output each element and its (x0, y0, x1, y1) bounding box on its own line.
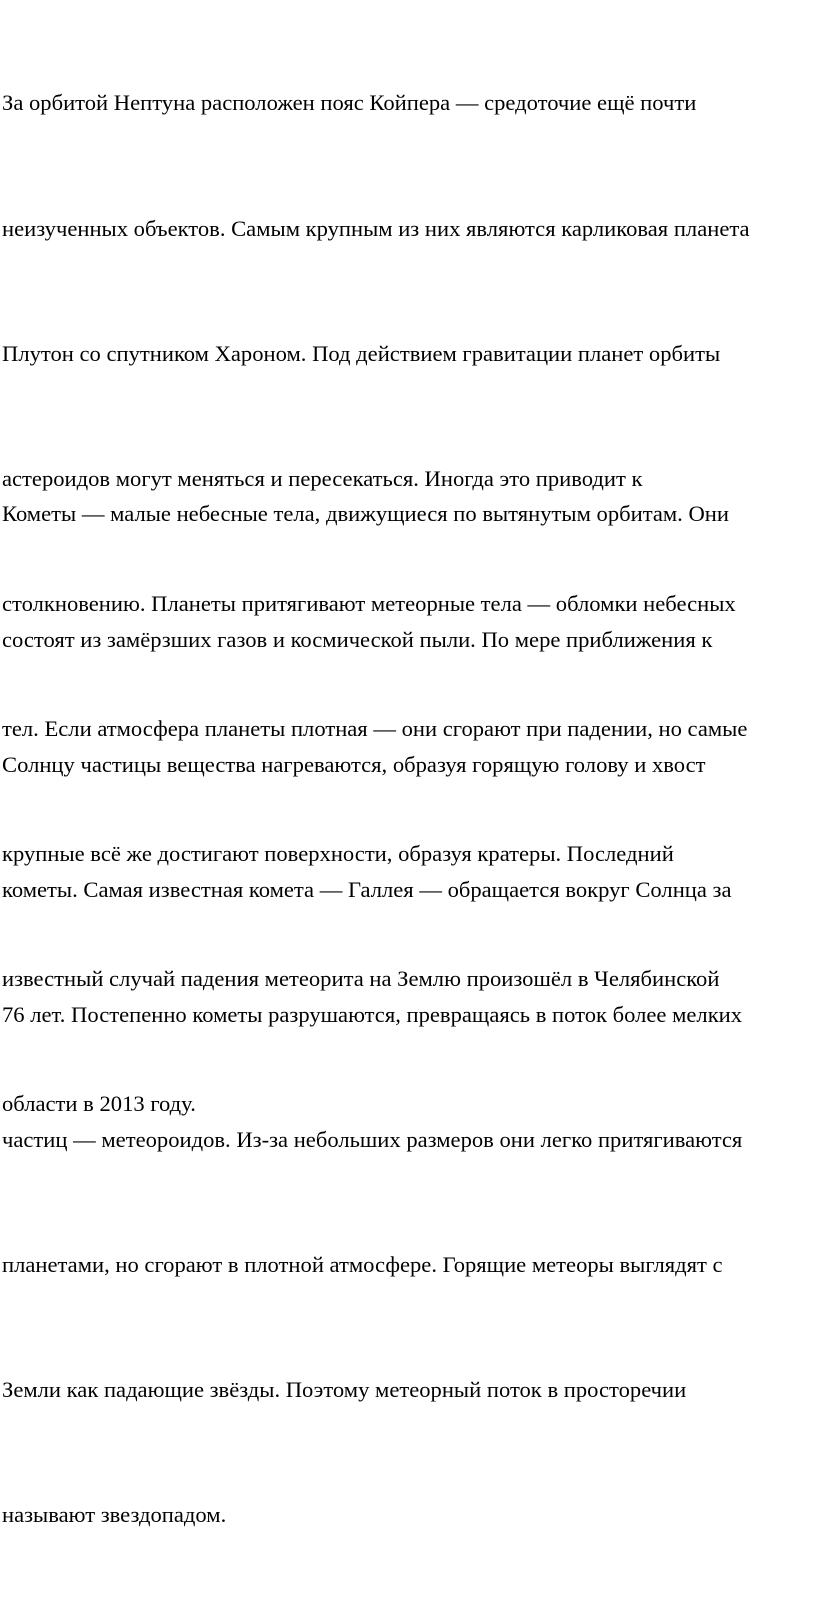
text-line: Кометы — малые небесные тела, движущиеся по вытянутым орбитам. Они (2, 501, 729, 527)
text-line: неизученных объектов. Самым крупным из них являются карликовая планета (2, 215, 750, 241)
text-line: частиц — метеороидов. Из-за небольших размеров они легко притягиваются (2, 1126, 743, 1152)
text-line: планетами, но сгорают в плотной атмосфере. Горящие метеоры выглядят с (2, 1251, 723, 1277)
text-line: состоят из замёрзших газов и космической пыли. По мере приближения к (2, 626, 713, 652)
text-line: За орбитой Нептуна расположен пояс Койпера — средоточие ещё почти (2, 90, 697, 116)
text-line: Солнцу частицы вещества нагреваются, образуя горящую голову и хвост (2, 751, 706, 777)
text-line: Земли как падающие звёзды. Поэтому метеорный поток в просторечии (2, 1377, 687, 1403)
text-line: известный случай падения метеорита на Землю произошёл в Челябинской (2, 966, 720, 992)
text-line: астероидов могут меняться и пересекаться. Иногда это приводит к (2, 465, 643, 491)
text-line: называют звездопадом. (2, 1502, 227, 1528)
text-line: тел. Если атмосфера планеты плотная — они сгорают при падении, но самые (2, 715, 748, 741)
text-line: столкновению. Планеты притягивают метеорные тела — обломки небесных (2, 590, 736, 616)
text-line: кометы. Самая известная комета — Галлея — обращается вокруг Солнца за (2, 876, 732, 902)
text-line: 76 лет. Постепенно кометы разрушаются, превращаясь в поток более мелких (2, 1001, 743, 1027)
text-line: крупные всё же достигают поверхности, образуя кратеры. Последний (2, 840, 674, 866)
paragraph-comets (2, 410, 742, 1619)
text-line: области в 2013 году. (2, 1091, 196, 1117)
text-line: Плутон со спутником Хароном. Под действием гравитации планет орбиты (2, 340, 721, 366)
